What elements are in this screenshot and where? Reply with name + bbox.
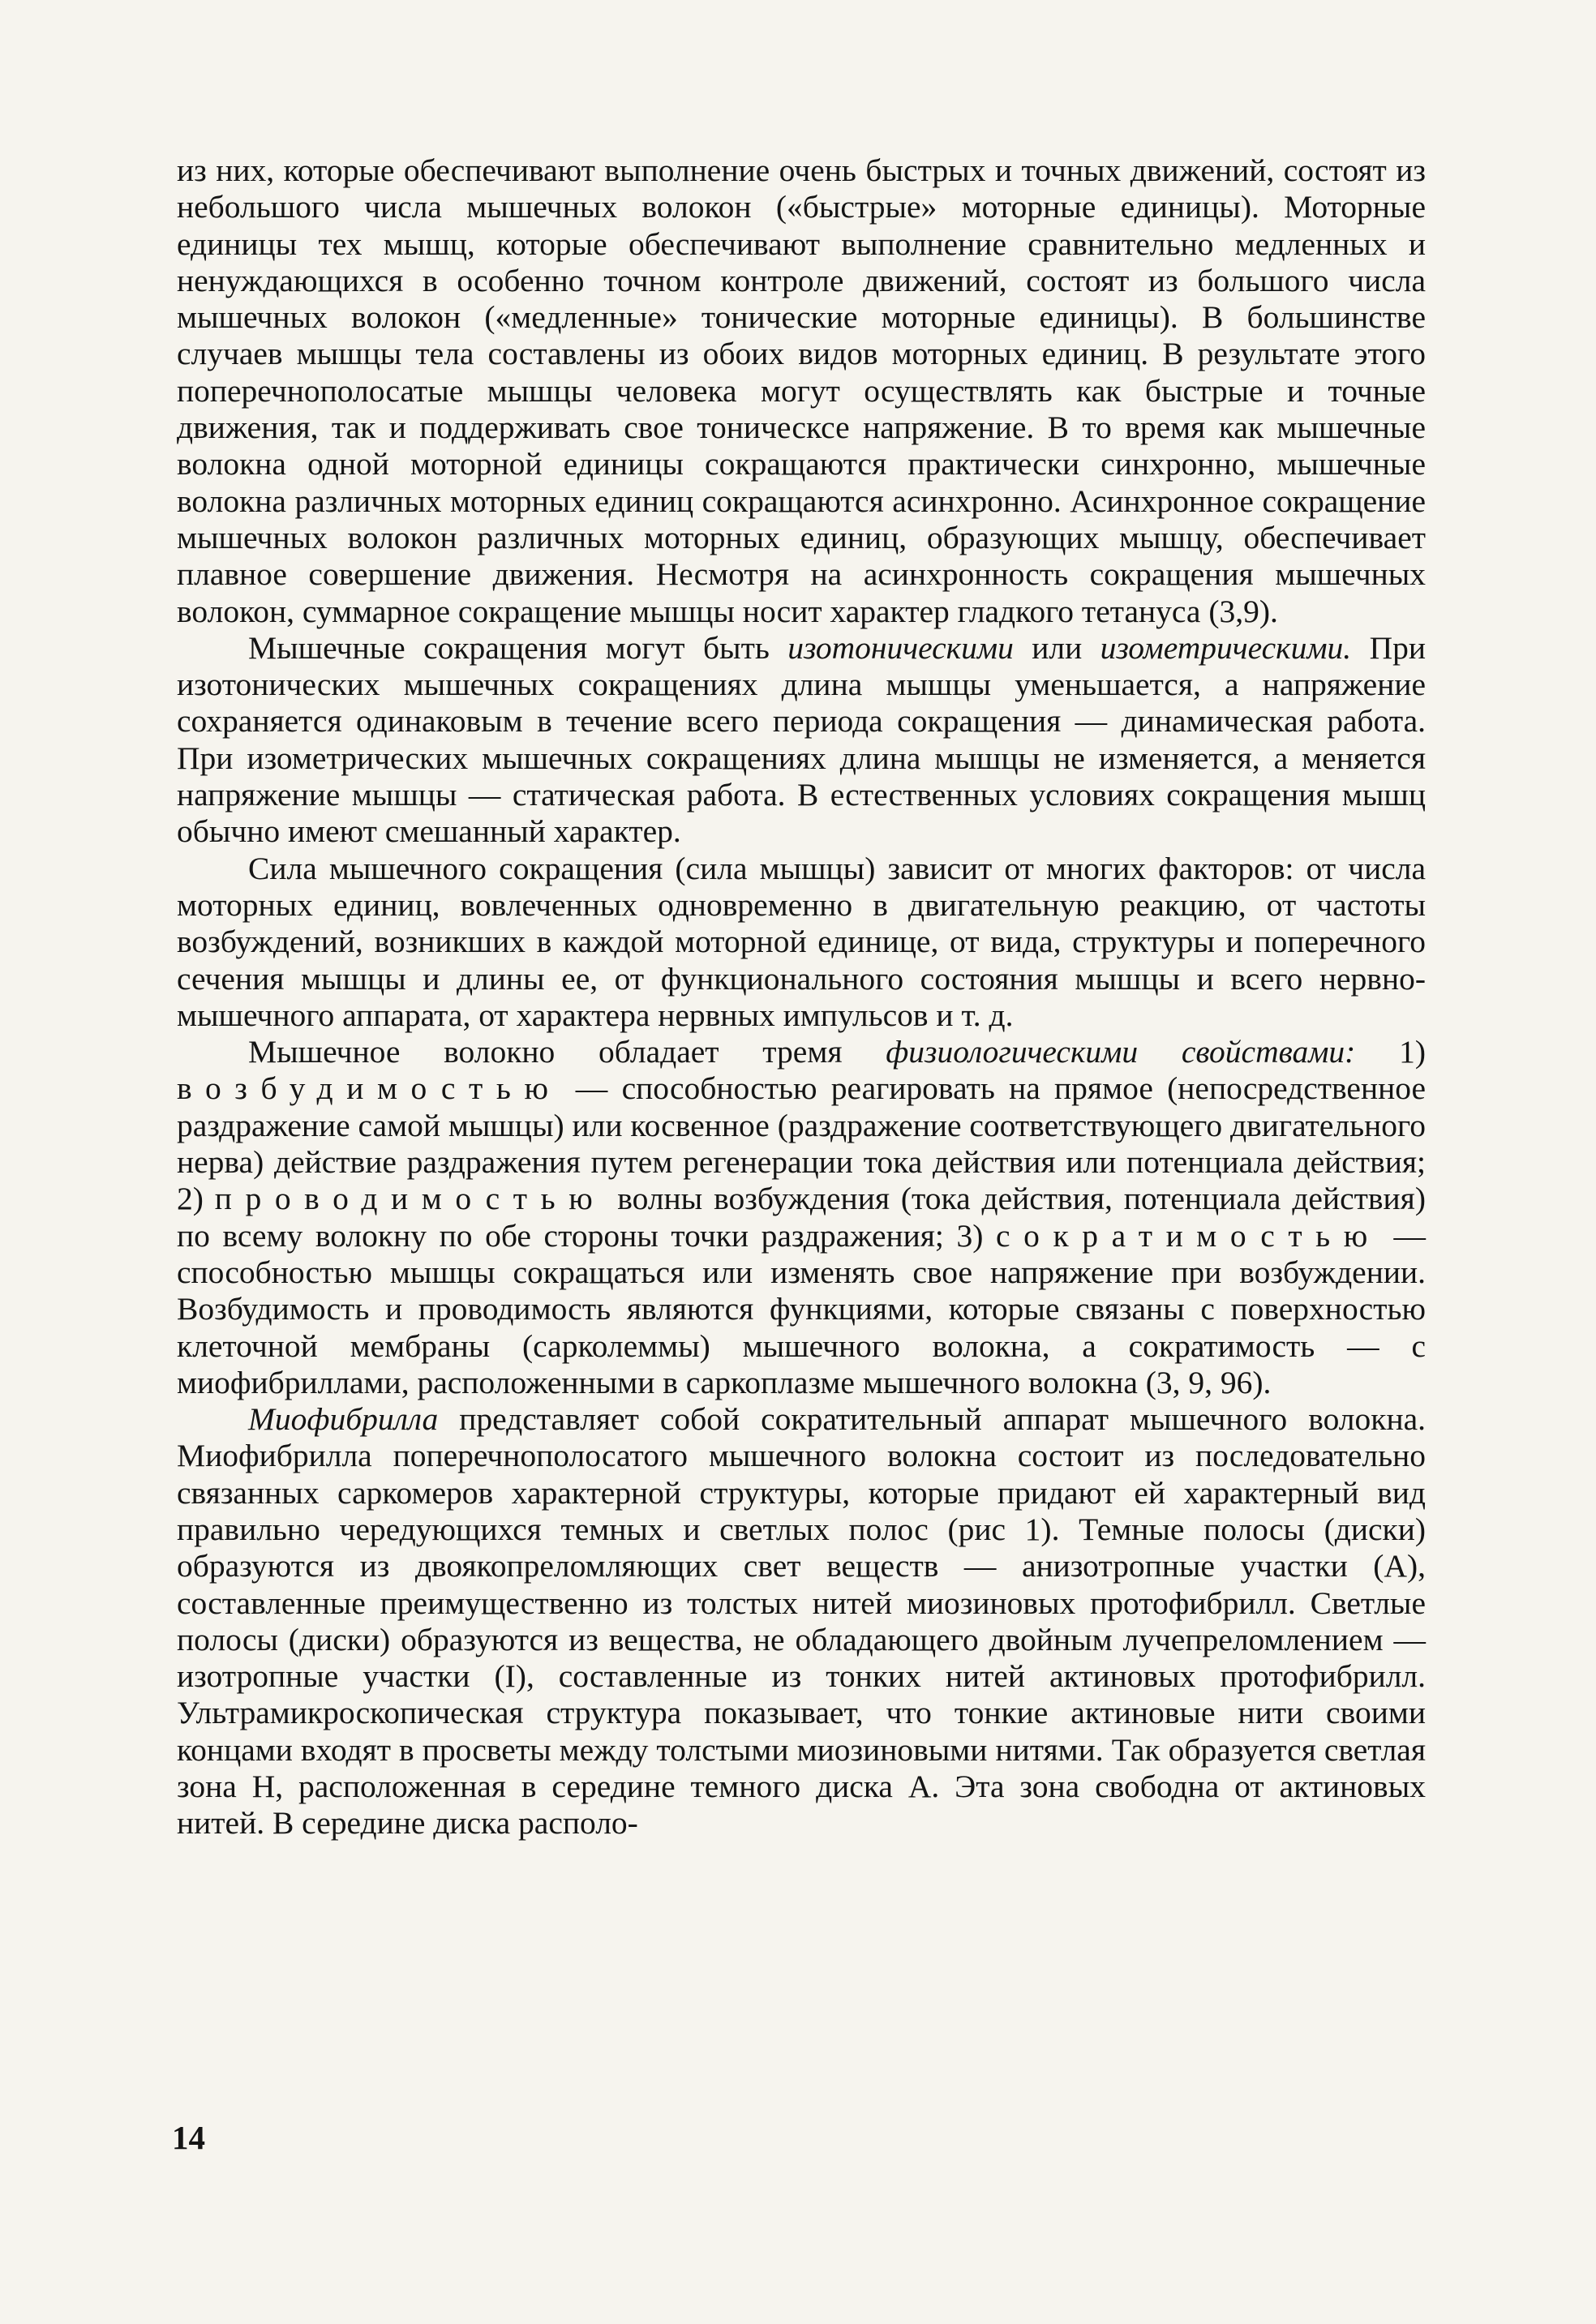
paragraph-muscle-strength [177,851,1426,1034]
page-number: 14 [172,2119,205,2156]
text-run: Миофибрилла [248,1401,439,1438]
text-run: или [1013,629,1100,666]
text-run: — способностью реагировать на прямое (непосредственное раздражение самой мышцы) или косвенное (раздражение соответствующего двигательного нерва) действие раздражения путем регенерации тока действия или потенциала действия; 2) [177,1070,1426,1217]
text-run: проводимостью [214,1181,607,1217]
text-run: — способностью мышцы сокращаться или изменять свое напряжение при возбуждении. Возбудимость и проводимость являются функциями, которые связаны с поверхностью клеточной мембраны (сарколеммы) мышечного волокна, а сократимость — с миофибриллами, расположенными в саркоплазме мышечного волокна (3, 9, 96). [177,1217,1426,1400]
text-run: возбудимостью [177,1070,562,1107]
text-run: Сила мышечного сокращения (сила мышцы) зависит от многих факторов: от числа моторных единиц, вовлеченных одновременно в двигательную реакцию, от частоты возбуждений, возникших в каждой моторной единице, от вида, структуры и поперечного сечения мышцы и длины ее, от функционального состояния мышцы и всего нервно-мышечного аппарата, от характера нервных импульсов и т. д. [177,850,1426,1033]
paragraph-physiological-properties [177,1034,1426,1401]
text-run: При изотонических мышечных сокращениях длина мышцы уменьшается, а напряжение сохраняется одинаковым в течение всего периода сокращения — динамическая работа. При изометрических мышечных сокращениях длина мышцы не изменяется, а меняется напряжение мышцы — статическая работа. В естественных условиях сокращения мышц обычно имеют смешанный характер. [177,629,1426,850]
text-run: из них, которые обеспечивают выполнение очень быстрых и точных движений, состоят из небольшого числа мышечных волокон («быстрые» моторные единицы). Моторные единицы тех мышц, которые обеспечивают выполнение сравнительно медленных и ненуждающихся в особенно точном контроле движений, состоят из большого числа мышечных волокон («медленные» тонические моторные единицы). В большинстве случаев мышцы тела составлены из обоих видов моторных единиц. В результате этого поперечнополосатые мышцы человека могут осуществлять как быстрые и точные движения, так и поддерживать свое тоническсе напряжение. В то время как мышечные волокна одной моторной единицы сокращаются практически синхронно, мышечные волокна различных моторных единиц сокращаются асинхронно. Асинхронное сокращение мышечных волокон различных моторных единиц, образующих мышцу, обеспечивает плавное совершение движения. Несмотря на асинхронность сокращения мышечных волокон, суммарное сокращение мышцы носит характер гладкого тетануса (3,9). [177,152,1426,629]
text-run: Мышечные сокращения могут быть [248,629,788,666]
paragraph-motor-units [177,152,1426,630]
text-run: представляет собой сократительный аппарат мышечного волокна. Миофибрилла поперечнополосатого мышечного волокна состоит из последовательно связанных саркомеров характерной структуры, которые придают ей характерный вид правильно чередующихся темных и светлых полос (рис 1). Темные полосы (диски) образуются из двоякопреломляющих свет веществ — анизотропные участки (А), составленные преимущественно из толстых нитей миозиновых протофибрилл. Светлые полосы (диски) образуются из вещества, не обладающего двойным лучепреломлением — изотропные участки (I), составленные из тонких нитей актиновых протофибрилл. Ультрамикроскопическая структура показывает, что тонкие актиновые нити своими концами входят в просветы между толстыми миозиновыми нитями. Так образуется светлая зона Н, расположенная в середине темного диска А. Эта зона свободна от актиновых нитей. В середине диска располо- [177,1401,1426,1842]
text-run: изотоническими [787,629,1014,666]
paragraph-contraction-types [177,630,1426,851]
paragraph-myofibril [177,1401,1426,1842]
text-run: волны возбуждения (тока действия, потенциала действия) по всему волокну по обе стороны точки раздражения; 3) [177,1181,1426,1254]
text-run: физиологическими свойствами: [886,1034,1356,1070]
text-run: сократимостью [996,1217,1381,1254]
text-run: 1) [1355,1034,1426,1070]
text-run: Мышечное волокно обладает тремя [248,1034,886,1070]
body-text [177,152,1426,1842]
text-run: изометрическими. [1100,629,1352,666]
